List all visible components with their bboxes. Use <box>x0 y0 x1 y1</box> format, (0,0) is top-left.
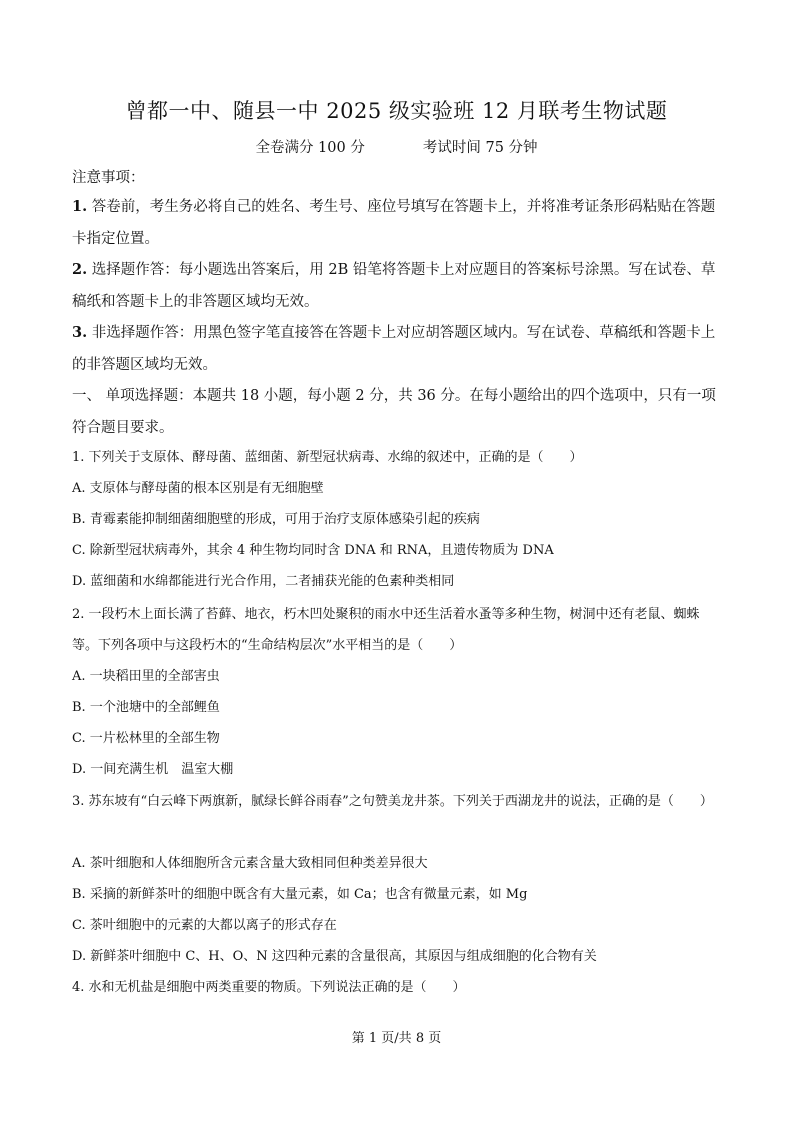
question-stem: 3. 苏东坡有“白云峰下两旗新，腻绿长鲜谷雨春”之句赞美龙井茶。下列关于西湖龙井的说法，正确的是（ ） <box>72 794 713 809</box>
section-heading <box>72 380 724 444</box>
exam-time: 考试时间 75 分钟 <box>422 140 538 156</box>
question-option: B. 青霉素能抑制细菌细胞壁的形成，可用于治疗支原体感染引起的疾病 <box>72 512 480 527</box>
question-option: D. 蓝细菌和水绵都能进行光合作用，二者捕获光能的色素种类相同 <box>72 574 455 589</box>
exam-info <box>0 136 793 157</box>
notice-item-number: 2. <box>72 261 88 278</box>
notice-item-number: 3. <box>72 324 88 341</box>
notice-item-text: 选择题作答：每小题选出答案后，用 2B 铅笔将答题卡上对应题目的答案标号涂黑。写在试卷、草稿纸和答题卡上的非答题区域均无效。 <box>72 262 716 310</box>
question-option: C. 茶叶细胞中的元素的大都以离子的形式存在 <box>72 918 337 933</box>
total-score: 全卷满分 100 分 <box>255 140 365 156</box>
question-option: C. 一片松林里的全部生物 <box>72 731 220 746</box>
notice-item-3 <box>72 317 724 381</box>
notice-item-2 <box>72 254 724 318</box>
question-stem: 2. 一段朽木上面长满了苔藓、地衣，朽木凹处聚积的雨水中还生活着水蚤等多种生物，树洞中还有老鼠、蜘蛛等。下列各项中与这段朽木的“生命结构层次”水平相当的是（ ） <box>72 607 700 653</box>
question-option: A. 茶叶细胞和人体细胞所含元素含量大致相同但种类差异很大 <box>72 856 428 871</box>
notice-item-number: 1. <box>72 198 88 215</box>
question-option: A. 支原体与酵母菌的根本区别是有无细胞壁 <box>72 481 324 496</box>
question-stem: 4. 水和无机盐是细胞中两类重要的物质。下列说法正确的是（ ） <box>72 980 466 995</box>
page-title: 曾都一中、随县一中 2025 级实验班 12 月联考生物试题 <box>125 99 668 123</box>
page-footer: 第 1 页/共 8 页 <box>351 1031 442 1046</box>
question-option: C. 除新型冠状病毒外，其余 4 种生物均同时含 DNA 和 RNA，且遗传物质为 DNA <box>72 543 554 558</box>
notice-item-text: 非选择题作答：用黑色签字笔直接答在答题卡上对应胡答题区域内。写在试卷、草稿纸和答题卡上的非答题区域均无效。 <box>72 325 716 373</box>
question-option: B. 采摘的新鲜茶叶的细胞中既含有大量元素，如 Ca；也含有微量元素，如 Mg <box>72 887 528 902</box>
question-option: D. 新鲜茶叶细胞中 C、H、O、N 这四种元素的含量很高，其原因与组成细胞的化合物有关 <box>72 949 597 964</box>
question-option: D. 一间充满生机 温室大棚 <box>72 762 234 777</box>
notice-item-text: 答卷前，考生务必将自己的姓名、考生号、座位号填写在答题卡上，并将准考证条形码粘贴在答题卡指定位置。 <box>72 199 716 247</box>
notice-heading: 注意事项： <box>72 170 145 186</box>
question-option: B. 一个池塘中的全部鲤鱼 <box>72 700 220 715</box>
section-prefix: 一、 <box>72 388 101 404</box>
question-option: A. 一块稻田里的全部害虫 <box>72 669 220 684</box>
section-text: 单项选择题：本题共 18 小题，每小题 2 分，共 36 分。在每小题给出的四个选项中，只有一项符合题目要求。 <box>72 388 716 436</box>
notice-item-1 <box>72 191 724 255</box>
question-stem: 1. 下列关于支原体、酵母菌、蓝细菌、新型冠状病毒、水绵的叙述中，正确的是（ ） <box>72 450 583 465</box>
